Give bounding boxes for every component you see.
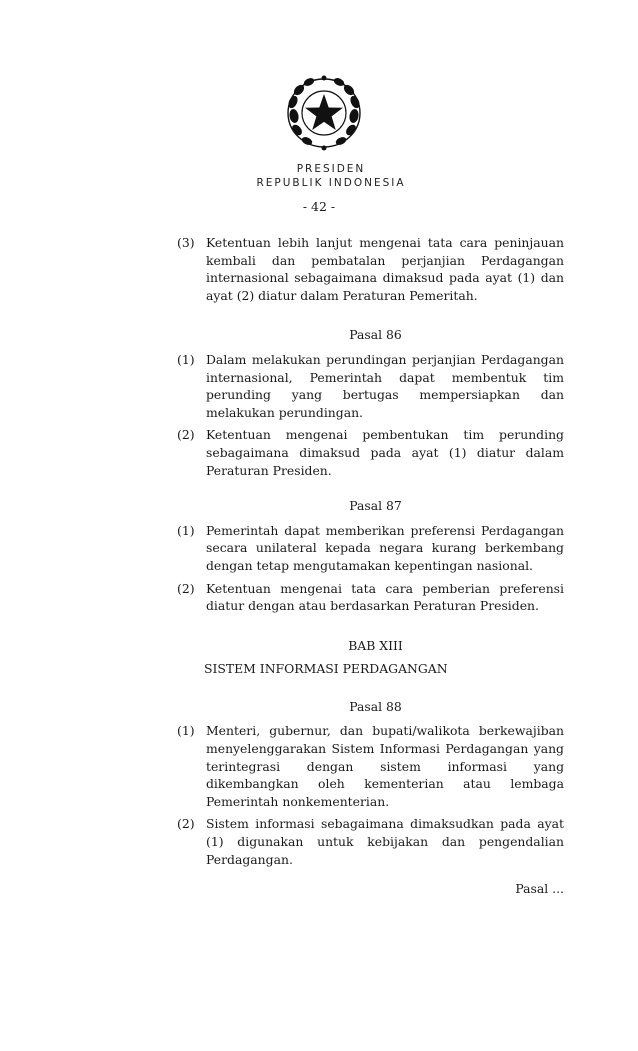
list-item bbox=[177, 580, 564, 615]
list-item bbox=[177, 722, 564, 810]
item-text: Dalam melakukan perundingan perjanjian Perdagangan internasional, Pemerintah dapat membentuk tim perunding yang bertugas mempersiapkan dan melakukan perundingan. bbox=[206, 351, 564, 420]
item-number: (1) bbox=[177, 723, 195, 739]
item-text: Pemerintah dapat memberikan preferensi Perdagangan secara unilateral kepada negara kurang berkembang dengan tetap mengutamakan kepentingan nasional. bbox=[206, 522, 564, 573]
list-item bbox=[177, 234, 564, 304]
item-number: (2) bbox=[177, 816, 195, 832]
header-line-presiden: PRESIDEN bbox=[296, 163, 366, 175]
item-text: Menteri, gubernur, dan bupati/walikota berkewajiban menyelenggarakan Sistem Informasi Perdagangan yang terintegrasi dengan sistem informasi yang dikembangkan oleh kementerian atau lembaga Pemerintah nonkementerian. bbox=[206, 723, 564, 809]
item-number: (1) bbox=[177, 522, 195, 538]
item-number: (1) bbox=[177, 351, 195, 367]
header-line-republik: REPUBLIK INDONESIA bbox=[256, 177, 406, 189]
pasal-heading: Pasal 87 bbox=[349, 498, 402, 514]
document-body bbox=[177, 234, 564, 873]
list-item bbox=[177, 522, 564, 575]
page-number: - 42 - bbox=[302, 199, 336, 214]
pasal-heading: Pasal 88 bbox=[349, 698, 402, 714]
item-text: Ketentuan mengenai pembentukan tim perunding sebagaimana dimaksud pada ayat (1) diatur dalam Peraturan Presiden. bbox=[206, 427, 564, 478]
chapter-subtitle: SISTEM INFORMASI PERDAGANGAN bbox=[204, 661, 448, 677]
garuda-emblem-icon bbox=[280, 72, 368, 154]
list-item bbox=[177, 351, 564, 421]
next-page-reference: Pasal ... bbox=[515, 881, 564, 896]
chapter-title: BAB XIII bbox=[348, 637, 403, 653]
item-number: (2) bbox=[177, 427, 195, 443]
item-number: (2) bbox=[177, 580, 195, 596]
item-text: Sistem informasi sebagaimana dimaksudkan pada ayat (1) digunakan untuk kebijakan dan pengendalian Perdagangan. bbox=[206, 816, 564, 867]
list-item bbox=[177, 426, 564, 479]
item-text: Ketentuan mengenai tata cara pemberian preferensi diatur dengan atau berdasarkan Peraturan Presiden. bbox=[206, 580, 564, 614]
list-item bbox=[177, 815, 564, 868]
item-number: (3) bbox=[177, 235, 195, 250]
pasal-heading: Pasal 86 bbox=[349, 327, 402, 343]
item-text: Ketentuan lebih lanjut mengenai tata cara peninjauan kembali dan pembatalan perjanjian Perdagangan internasional sebagaimana dimaksud pada ayat (1) dan ayat (2) diatur dalam Peraturan Pemeritah. bbox=[206, 235, 564, 303]
